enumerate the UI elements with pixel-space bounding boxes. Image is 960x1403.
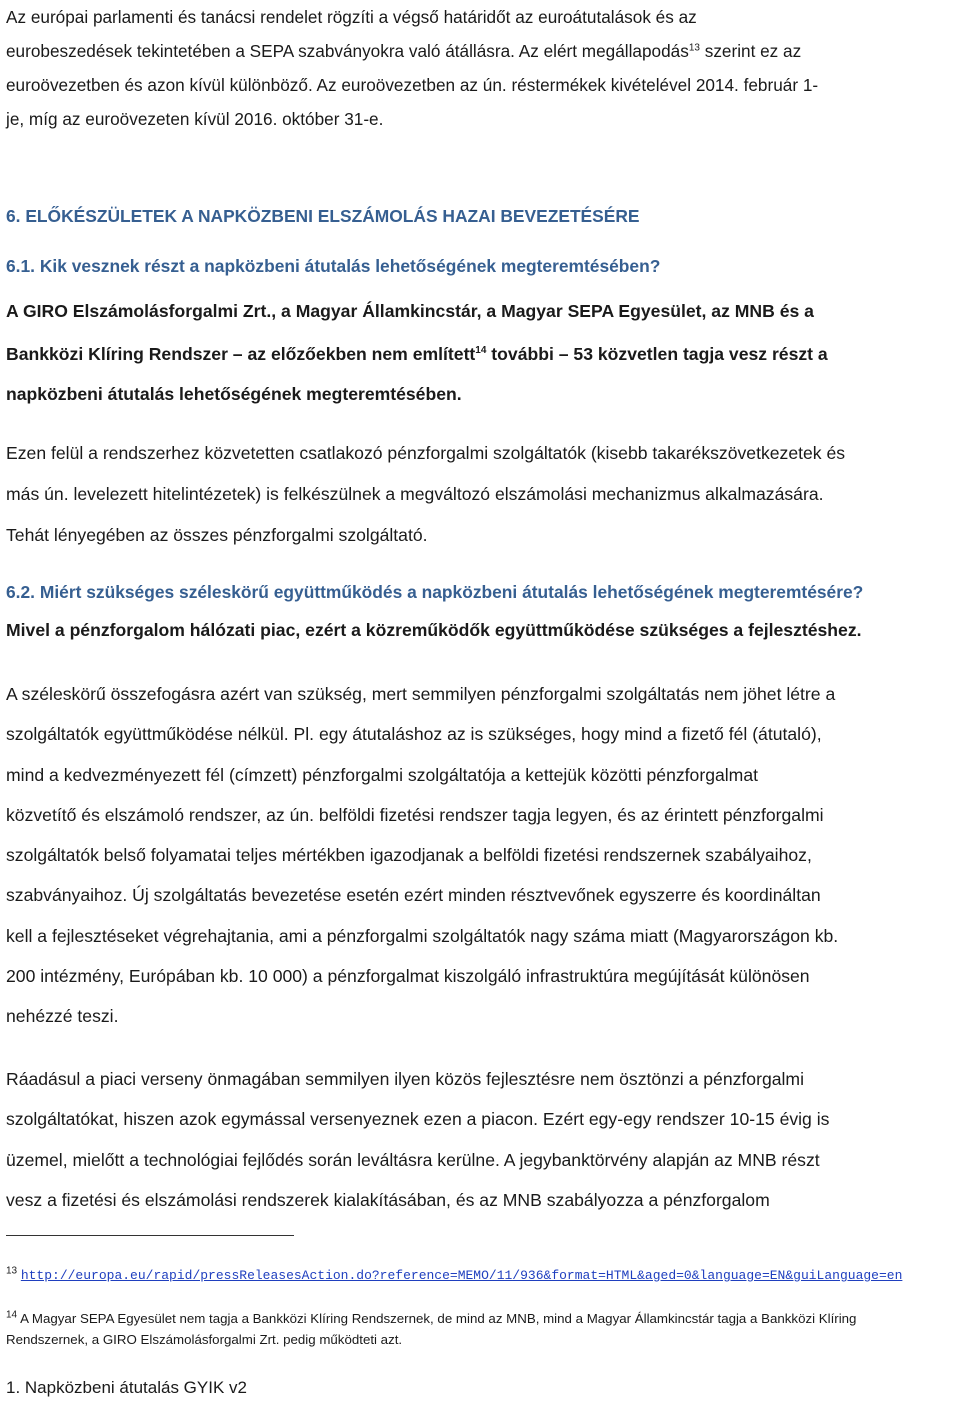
s62-p2-line: Ráadásul a piaci verseny önmagában semmilyen ilyen közös fejlesztésre nem ösztönzi a pénzforgalmi <box>6 1069 804 1089</box>
s61-p1-text: Bankközi Klíring Rendszer – az előzőekben nem említett <box>6 344 476 364</box>
footnote-ref-13[interactable]: 13 <box>688 42 700 54</box>
s61-p1-rest: , a Magyar Államkincstár, a Magyar SEPA Egyesület, az MNB és a <box>271 301 814 321</box>
s61-paragraph-1 <box>6 291 956 414</box>
section-6-heading: 6. ELŐKÉSZÜLETEK A NAPKÖZBENI ELSZÁMOLÁS HAZAI BEVEZETÉSÉRE <box>6 206 640 226</box>
s62-p1-line: szolgáltatók belső folyamatai teljes mértékben igazodjanak a belföldi fizetési rendszernek szabályaihoz, <box>6 845 812 866</box>
intro-line: euroövezetben és azon kívül különböző. Az euroövezetben az ún. réstermékek kivételével 2014. február 1- <box>6 75 819 95</box>
intro-line: je, míg az euroövezeten kívül 2016. október 31-e. <box>6 109 384 129</box>
intro-line: Az európai parlamenti és tanácsi rendelet rögzíti a végső határidőt az euroátutalások és az <box>6 7 697 27</box>
s61-p2-line: más ún. levelezett hitelintézetek) is felkészülnek a megváltozó elszámolási mechanizmus alkalmazására. <box>6 484 824 504</box>
intro-line <box>6 34 956 68</box>
intro-paragraph <box>6 0 956 136</box>
s61-p1-line <box>6 334 956 374</box>
s61-p2-line: Ezen felül a rendszerhez közvetetten csatlakozó pénzforgalmi szolgáltatók (kisebb takarékszövetkezetek és <box>6 443 846 463</box>
s61-p1-bold: A GIRO Elszámolásforgalmi Zrt. <box>6 301 272 321</box>
s62-p1-line: kell a fejlesztéseket végrehajtania, ami a pénzforgalmi szolgáltatók nagy száma miatt (Magyarországon kb. <box>6 925 839 946</box>
s61-paragraph-2 <box>6 433 956 556</box>
s61-p1-text: további – 53 közvetlen tagja vesz részt a <box>486 344 828 364</box>
s62-p1-line: mind a kedvezményezett fél (címzett) pénzforgalmi szolgáltatója a kettejük közötti pénzforgalmat <box>6 764 758 785</box>
s61-p1-line: napközbeni átutalás lehetőségének megteremtésében. <box>6 384 462 404</box>
footnote-text: A Magyar SEPA Egyesület nem tagja a Bankközi Klíring Rendszernek, de mind az MNB, mind a Magyar Államkincstár tagja a Bankközi Klíring <box>17 1311 857 1326</box>
footnote-line: Rendszernek, a GIRO Elszámolásforgalmi Zrt. pedig működteti azt. <box>6 1332 403 1347</box>
s61-p2-line: Tehát lényegében az összes pénzforgalmi szolgáltató. <box>6 525 428 545</box>
s62-p1-line: közvetítő és elszámoló rendszer, az ún. belföldi fizetési rendszer tagja legyen, és az érintett pénzforgalmi <box>6 804 824 825</box>
footnote-number: 14 <box>6 1309 18 1321</box>
intro-text: eurobeszedések tekintetében a SEPA szabványokra való átállásra. Az elért megállapodás <box>6 41 689 61</box>
s62-p1-line: 200 intézmény, Európában kb. 10 000) a pénzforgalmat kiszolgáló infrastruktúra megújítását különösen <box>6 966 810 987</box>
page-footer: 1. Napközbeni átutalás GYIK v2 <box>6 1378 247 1397</box>
section-6-2-heading: 6.2. Miért szükséges széleskörű együttműködés a napközbeni átutalás lehetőségének megteremtésére? <box>6 582 864 602</box>
footnote-ref-14[interactable]: 14 <box>475 345 487 357</box>
section-6-1-heading: 6.1. Kik vesznek részt a napközbeni átutalás lehetőségének megteremtésében? <box>6 256 661 276</box>
footnote-line <box>6 1308 956 1329</box>
footnote-13 <box>6 1264 956 1286</box>
s62-paragraph-2 <box>6 1059 956 1220</box>
s62-p2-line: üzemel, mielőtt a technológiai fejlődés során leváltásra kerülne. A jegybanktörvény alapján az MNB részt <box>6 1149 820 1170</box>
footnote-14 <box>6 1308 956 1350</box>
s62-p1-line: szabványaihoz. Új szolgáltatás bevezetése esetén ezért minden résztvevőnek egyszerre és koordináltan <box>6 885 821 906</box>
intro-text: szerint ez az <box>699 41 802 61</box>
footnote-divider <box>6 1235 294 1236</box>
s62-paragraph-1 <box>6 674 956 1037</box>
s62-p1-line: A széleskörű összefogásra azért van szükség, mert semmilyen pénzforgalmi szolgáltatás nem jöhet létre a <box>6 684 836 704</box>
footnote-link[interactable]: http://europa.eu/rapid/pressReleasesAction.do?reference=MEMO/11/936&format=HTML&aged=0&language=EN&guiLanguage=en <box>20 1268 903 1283</box>
footnote-number: 13 <box>6 1265 18 1277</box>
s62-lead: Mivel a pénzforgalom hálózati piac, ezért a közreműködők együttműködése szükséges a fejlesztéshez. <box>6 620 862 640</box>
s62-p2-line: vesz a fizetési és elszámolási rendszerek kialakításában, és az MNB szabályozza a pénzforgalom <box>6 1189 770 1210</box>
s62-p2-line: szolgáltatókat, hiszen azok egymással versenyeznek ezen a piacon. Ezért egy-egy rendszer 10-15 évig is <box>6 1109 830 1130</box>
s62-p1-line: nehézzé teszi. <box>6 1006 119 1027</box>
s62-p1-line: szolgáltatók együttműködése nélkül. Pl. egy átutaláshoz az is szükséges, hogy mind a fizető fél (átutaló), <box>6 724 822 745</box>
s61-p1-line <box>6 291 956 331</box>
